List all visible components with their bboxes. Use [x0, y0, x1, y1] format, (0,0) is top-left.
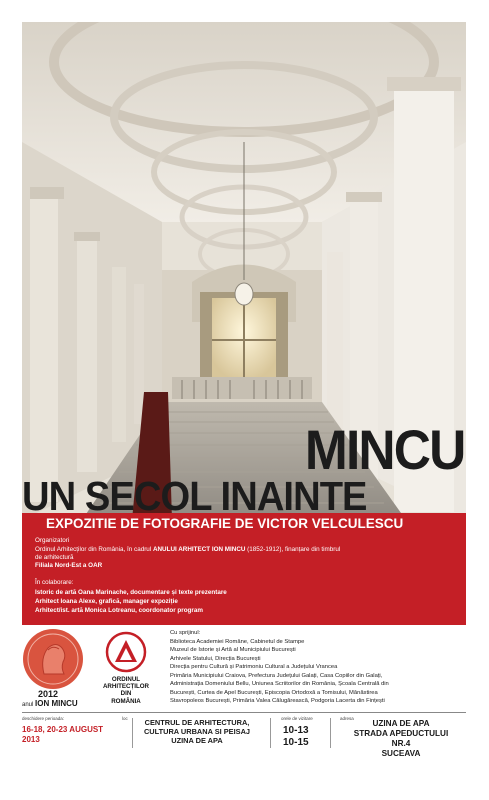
separator: [270, 718, 271, 748]
venue-line: UZINA DE APA: [171, 735, 223, 745]
visiting-hours: [283, 725, 309, 749]
address-line: UZINA DE APA: [372, 719, 430, 728]
oar-line: ARHITECȚILOR: [102, 683, 150, 691]
venue-name: [137, 719, 257, 745]
collaboration-item: [35, 598, 178, 607]
collaboration-text: Istoric de artă Oana Marinache, documentare și texte prezentare: [35, 589, 227, 596]
support-label: Cu sprijinul:: [170, 630, 201, 636]
oar-logo-text: [92, 676, 160, 705]
address-line: SUCEAVA: [381, 749, 421, 758]
support-item: București, Curtea de Apel București, Episcopia Ortodoxă a Tomisului, Mănăstirea: [170, 689, 378, 696]
address-line: STRADA APEDUCTULUI NR.4: [353, 729, 449, 748]
venue-line: CULTURA URBANA SI PEISAJ: [143, 726, 251, 736]
oar-line: ORDINUL: [111, 676, 141, 683]
seal-prefix: anul: [22, 702, 34, 708]
collaboration-label: În colaborare:: [35, 579, 74, 586]
exhibition-subtitle: EXPOZITIE DE FOTOGRAFIE DE VICTOR VELCULESCU: [46, 516, 404, 531]
support-item: Biblioteca Academiei Române, Cabinetul de Stampe: [170, 638, 305, 645]
hours-label: orele de vizitare: [281, 716, 313, 721]
support-item: Primăria Municipiului Craiova, Prefectura Județului Galați, Casa Copiilor din Galați,: [170, 672, 383, 679]
venue-line: CENTRUL DE ARHITECTURA,: [144, 718, 250, 727]
oar-line: DIN: [120, 690, 132, 698]
organizers-text-bold: ANULUI ARHITECT ION MINCU: [152, 546, 246, 553]
support-item: Arhivele Statului, Direcția București: [170, 655, 261, 662]
hours-line: 10-13: [283, 725, 309, 736]
separator: [330, 718, 331, 748]
dates-value: 16-18, 20-23 AUGUST: [22, 725, 104, 734]
collaboration-item: [35, 589, 227, 598]
venue-label: loc: [122, 716, 128, 721]
hours-line: 10-15: [283, 737, 309, 748]
title-mincu: MINCU: [305, 418, 465, 481]
bottom-divider: [22, 712, 466, 713]
seal-caption: [22, 699, 78, 708]
oar-line: ROMÂNIA: [111, 697, 141, 705]
exhibition-dates: [22, 725, 103, 744]
info-band: [22, 513, 466, 625]
oar-logo-icon: [105, 631, 147, 673]
organizers-line-1: [35, 546, 340, 555]
organizers-text-c: (1852-1912), finanțare din timbrul: [245, 546, 341, 553]
support-item: Muzeul de Istorie și Artă al Municipiului București: [170, 647, 296, 653]
title-un-secol-inainte: UN SECOL INAINTE: [22, 473, 367, 519]
collaboration-text: Arhitect/ist. artă Monica Lotreanu, coordonator program: [35, 607, 203, 614]
collaboration-item: [35, 607, 203, 616]
address-label: adresa: [340, 716, 354, 721]
dates-year: 2013: [22, 734, 40, 744]
organizers-line-2: de arhitectură: [35, 554, 74, 561]
organizers-label: Organizatori: [35, 537, 70, 544]
support-item: Direcția pentru Cultură și Patrimoniu Cultural a Județului Vrancea: [170, 664, 338, 670]
support-item: Administrația Domeniului Bellu, Uniunea Scriitorilor din România, Școala Centrală din: [170, 681, 389, 687]
organizers-text-a: Ordinul Arhitecților din România, în cadrul: [35, 546, 153, 553]
ion-mincu-seal-logo: [22, 628, 84, 690]
address: [346, 719, 456, 759]
dates-label: deschidere perioada:: [22, 716, 65, 721]
seal-year: 2012: [38, 689, 59, 699]
collaboration-text: Arhitect Ioana Alexe, grafică, manager expoziție: [35, 598, 178, 605]
organizers-branch: Filiala Nord-Est a OAR: [35, 562, 103, 569]
seal-name: ION MINCU: [35, 699, 78, 708]
separator: [132, 718, 133, 748]
support-list: [170, 629, 470, 706]
organizers-line-3: [35, 562, 102, 571]
support-item: Stavropoleos București, Primăria Valea Călugărească, Podgoria Lacerta din Fințești: [170, 698, 385, 704]
